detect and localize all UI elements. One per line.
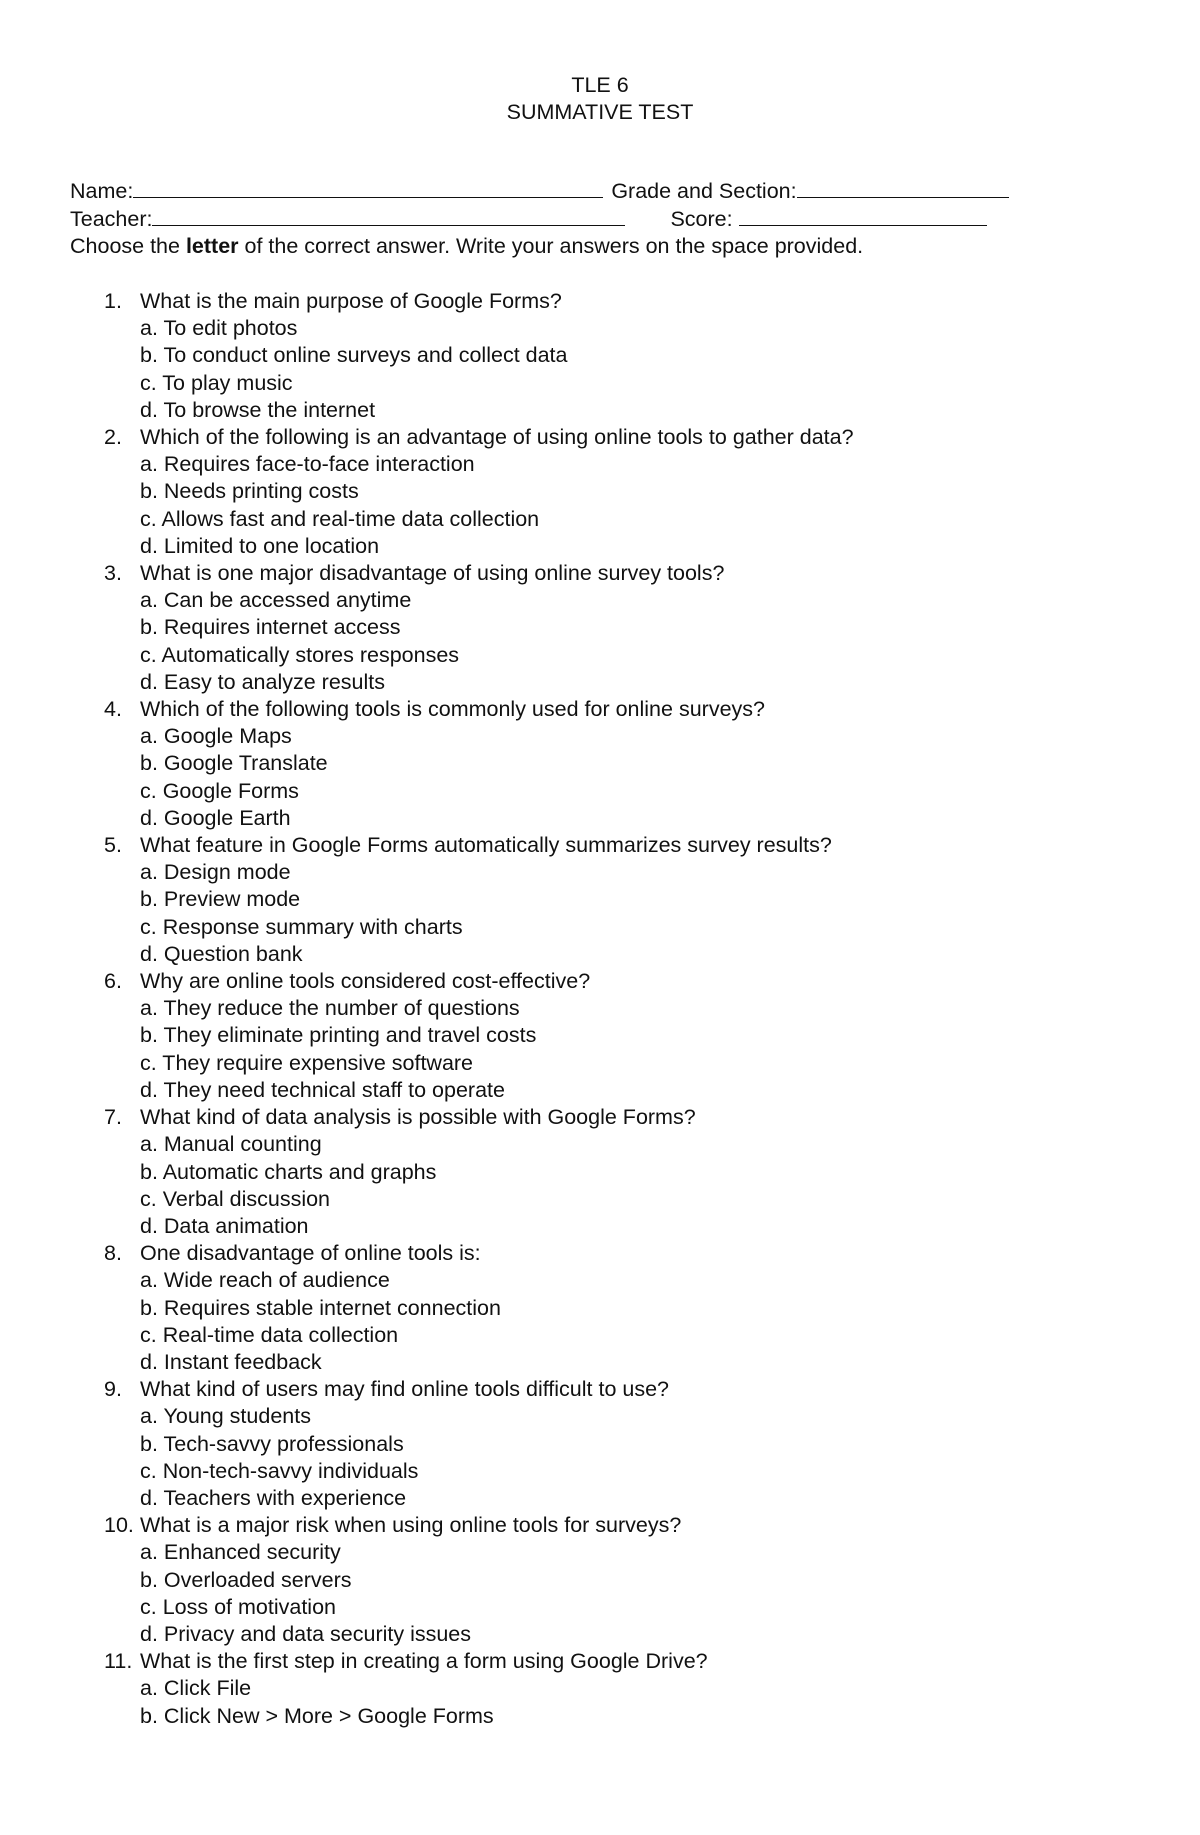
question-text: What is one major disadvantage of using online survey tools? xyxy=(140,561,725,586)
answer-choice: b. Tech-savvy professionals xyxy=(140,1431,404,1456)
choice-list xyxy=(104,1131,1154,1240)
answer-choice: b. Needs printing costs xyxy=(140,479,359,504)
instruction-suffix: of the correct answer. Write your answers on the space provided. xyxy=(238,234,864,258)
question-number: 5. xyxy=(104,833,122,858)
question-item xyxy=(104,424,1154,560)
question-number: 10. xyxy=(104,1513,134,1538)
answer-choice: a. They reduce the number of questions xyxy=(140,996,520,1021)
teacher-score-line xyxy=(70,206,1150,234)
question-number: 11. xyxy=(104,1649,133,1674)
answer-choice: c. Real-time data collection xyxy=(140,1322,399,1347)
answer-choice: b. Preview mode xyxy=(140,887,301,912)
question-text: Which of the following is an advantage of using online tools to gather data? xyxy=(140,425,854,450)
title-block xyxy=(0,72,1200,126)
answer-choice: b. They eliminate printing and travel costs xyxy=(140,1023,537,1048)
answer-choice: c. Non-tech-savvy individuals xyxy=(140,1458,419,1483)
question-line xyxy=(104,1648,1154,1675)
question-item xyxy=(104,1240,1154,1376)
choice-list xyxy=(104,1675,1154,1729)
question-line xyxy=(104,832,1154,859)
question-number: 6. xyxy=(104,969,122,994)
question-number: 2. xyxy=(104,425,122,450)
question-line xyxy=(104,1240,1154,1267)
answer-choice: a. Click File xyxy=(140,1676,252,1701)
answer-choice: b. Requires stable internet connection xyxy=(140,1295,501,1320)
instruction-bold: letter xyxy=(185,234,239,258)
answer-choice: a. Young students xyxy=(140,1404,311,1429)
choice-list xyxy=(104,451,1154,560)
question-item xyxy=(104,1104,1154,1240)
answer-choice: a. Design mode xyxy=(140,860,291,885)
subject-title: TLE 6 xyxy=(571,73,629,97)
answer-choice: c. To play music xyxy=(140,370,293,395)
teacher-label: Teacher: xyxy=(70,206,153,231)
question-item xyxy=(104,696,1154,832)
question-text: What kind of users may find online tools difficult to use? xyxy=(140,1377,670,1402)
test-type-title: SUMMATIVE TEST xyxy=(506,100,694,124)
question-text: What is the first step in creating a form using Google Drive? xyxy=(140,1649,708,1674)
grade-section-blank[interactable] xyxy=(797,179,1009,198)
answer-choice: b. To conduct online surveys and collect data xyxy=(140,343,568,368)
answer-choice: a. Manual counting xyxy=(140,1132,322,1157)
answer-choice: d. Question bank xyxy=(140,941,303,966)
choice-list xyxy=(104,995,1154,1104)
answer-choice: c. Response summary with charts xyxy=(140,914,463,939)
answer-choice: d. Privacy and data security issues xyxy=(140,1621,472,1646)
question-number: 8. xyxy=(104,1241,122,1266)
question-number: 4. xyxy=(104,697,122,722)
student-info-block xyxy=(70,178,1150,261)
question-text: What kind of data analysis is possible with Google Forms? xyxy=(140,1105,696,1130)
score-blank[interactable] xyxy=(739,207,987,226)
teacher-blank[interactable] xyxy=(152,207,625,226)
answer-choice: b. Google Translate xyxy=(140,751,328,776)
choice-list xyxy=(104,859,1154,968)
instructions xyxy=(70,233,1150,261)
question-text: What is the main purpose of Google Forms? xyxy=(140,289,562,313)
answer-choice: b. Requires internet access xyxy=(140,615,401,640)
question-item xyxy=(104,832,1154,968)
name-blank[interactable] xyxy=(133,179,603,198)
answer-choice: c. Google Forms xyxy=(140,778,299,803)
name-grade-line xyxy=(70,178,1150,206)
question-item xyxy=(104,968,1154,1104)
question-number: 9. xyxy=(104,1377,122,1402)
choice-list xyxy=(104,723,1154,832)
choice-list xyxy=(104,587,1154,696)
question-line xyxy=(104,968,1154,995)
question-line xyxy=(104,560,1154,587)
choice-list xyxy=(104,1267,1154,1376)
answer-choice: c. Automatically stores responses xyxy=(140,642,460,667)
question-item xyxy=(104,1376,1154,1512)
choice-list xyxy=(104,1403,1154,1512)
answer-choice: d. Data animation xyxy=(140,1213,309,1238)
question-line xyxy=(104,1512,1154,1539)
answer-choice: d. To browse the internet xyxy=(140,397,376,422)
answer-choice: b. Automatic charts and graphs xyxy=(140,1159,437,1184)
grade-section-label: Grade and Section: xyxy=(611,179,797,203)
answer-choice: b. Click New > More > Google Forms xyxy=(140,1703,494,1728)
answer-choice: a. Wide reach of audience xyxy=(140,1268,390,1293)
question-text: Which of the following tools is commonly used for online surveys? xyxy=(140,697,765,722)
name-label: Name: xyxy=(70,179,134,203)
answer-choice: a. Enhanced security xyxy=(140,1540,341,1565)
question-line xyxy=(104,424,1154,451)
question-number: 3. xyxy=(104,561,122,586)
answer-choice: c. Verbal discussion xyxy=(140,1186,331,1211)
question-list xyxy=(104,288,1154,1730)
question-text: One disadvantage of online tools is: xyxy=(140,1241,481,1266)
question-line xyxy=(104,288,1154,315)
question-number: 1. xyxy=(104,289,122,313)
instruction-prefix: Choose the xyxy=(70,234,186,258)
question-item xyxy=(104,560,1154,696)
question-text: What feature in Google Forms automatically summarizes survey results? xyxy=(140,833,832,858)
answer-choice: a. Requires face-to-face interaction xyxy=(140,452,475,477)
answer-choice: a. Can be accessed anytime xyxy=(140,588,412,613)
answer-choice: a. To edit photos xyxy=(140,316,298,341)
answer-choice: c. They require expensive software xyxy=(140,1050,474,1075)
answer-choice: d. Limited to one location xyxy=(140,533,380,558)
answer-choice: d. Instant feedback xyxy=(140,1349,322,1374)
answer-choice: d. Teachers with experience xyxy=(140,1485,407,1510)
answer-choice: d. Google Earth xyxy=(140,805,291,830)
question-item xyxy=(104,288,1154,424)
answer-choice: c. Loss of motivation xyxy=(140,1594,336,1619)
answer-choice: a. Google Maps xyxy=(140,724,292,749)
choice-list xyxy=(104,1539,1154,1648)
answer-choice: c. Allows fast and real-time data collection xyxy=(140,506,540,531)
question-line xyxy=(104,1104,1154,1131)
question-line xyxy=(104,696,1154,723)
question-item xyxy=(104,1648,1154,1730)
answer-choice: d. Easy to analyze results xyxy=(140,669,385,694)
question-text: What is a major risk when using online tools for surveys? xyxy=(140,1513,682,1538)
question-text: Why are online tools considered cost-effective? xyxy=(140,969,591,994)
choice-list xyxy=(104,315,1154,424)
question-item xyxy=(104,1512,1154,1648)
score-label: Score: xyxy=(670,206,733,231)
answer-choice: d. They need technical staff to operate xyxy=(140,1077,505,1102)
question-line xyxy=(104,1376,1154,1403)
question-number: 7. xyxy=(104,1105,122,1130)
answer-choice: b. Overloaded servers xyxy=(140,1567,352,1592)
